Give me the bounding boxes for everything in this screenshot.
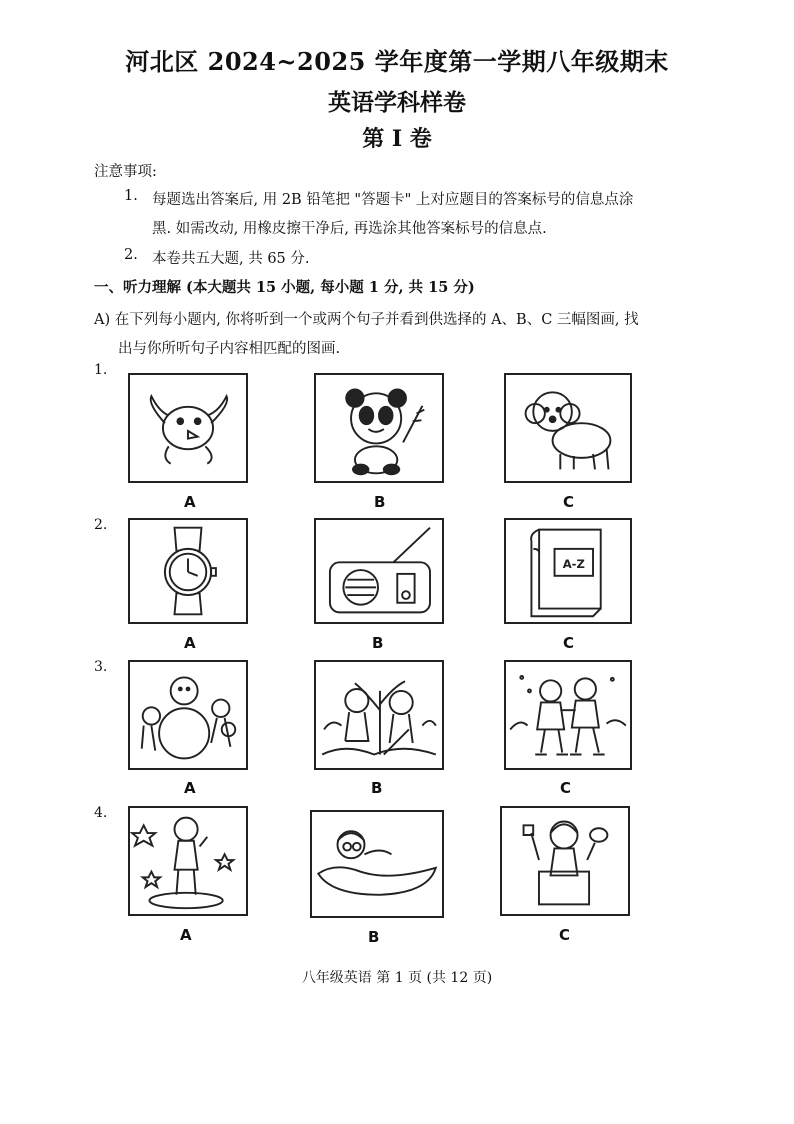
notice-item-1-line2: 黑. 如需改动, 用橡皮擦干净后, 再选涂其他答案标号的信息点. bbox=[152, 221, 547, 237]
page-footer: 八年级英语 第 1 页 (共 12 页) bbox=[301, 970, 493, 986]
option-label: A bbox=[184, 493, 196, 511]
question-number: 4. bbox=[94, 805, 108, 821]
option-label: C bbox=[563, 493, 575, 511]
option-image-radio[interactable] bbox=[314, 518, 444, 624]
dictionary-icon bbox=[506, 520, 630, 622]
ice-skating-kids-icon bbox=[506, 662, 630, 768]
option-label: C bbox=[559, 926, 571, 944]
notice-item-1-line1: 每题选出答案后, 用 2B 铅笔把 "答题卡" 上对应题目的答案标号的信息点涂 bbox=[152, 192, 634, 208]
option-image-dictionary[interactable] bbox=[504, 518, 632, 624]
option-label: A bbox=[184, 634, 196, 652]
dictionary-cover-text: A-Z bbox=[562, 557, 585, 572]
swimming-boy-icon bbox=[312, 812, 442, 916]
panda-icon bbox=[316, 375, 442, 481]
planting-tree-kids-icon bbox=[316, 662, 442, 768]
option-label: B bbox=[374, 493, 386, 511]
option-image-planting-tree[interactable] bbox=[314, 660, 444, 770]
option-image-snowman[interactable] bbox=[128, 660, 248, 770]
question-number: 1. bbox=[94, 362, 108, 378]
option-label: B bbox=[372, 634, 384, 652]
option-label: B bbox=[368, 928, 380, 946]
cooking-girl-icon bbox=[502, 808, 628, 914]
notice-item-2-line1: 本卷共五大题, 共 65 分. bbox=[152, 251, 310, 267]
option-image-watch[interactable] bbox=[128, 518, 248, 624]
option-label: C bbox=[560, 779, 572, 797]
exam-subtitle: 英语学科样卷 bbox=[328, 89, 466, 116]
option-image-swimming-boy[interactable] bbox=[310, 810, 444, 918]
option-image-singing-girl[interactable] bbox=[128, 806, 248, 916]
exam-title: 河北区 2024~2025 学年度第一学期八年级期末 bbox=[125, 47, 669, 76]
option-label: C bbox=[563, 634, 575, 652]
volume-title: 第 I 卷 bbox=[362, 126, 432, 152]
bird-icon bbox=[130, 375, 246, 481]
snowman-kids-icon bbox=[130, 662, 246, 768]
section-heading: 一、听力理解 (本大题共 15 小题, 每小题 1 分, 共 15 分) bbox=[94, 279, 475, 296]
option-image-panda[interactable] bbox=[314, 373, 444, 483]
part-a-instruction-line2: 出与你所听句子内容相匹配的图画. bbox=[118, 341, 341, 357]
option-image-cooking-girl[interactable] bbox=[500, 806, 630, 916]
option-label: A bbox=[180, 926, 192, 944]
option-image-ice-skating[interactable] bbox=[504, 660, 632, 770]
dog-icon bbox=[506, 375, 630, 481]
question-number: 3. bbox=[94, 659, 108, 675]
part-a-instruction-line1: A) 在下列每小题内, 你将听到一个或两个句子并看到供选择的 A、B、C 三幅图画, 找 bbox=[94, 312, 639, 328]
notice-heading: 注意事项: bbox=[94, 164, 157, 180]
option-label: A bbox=[184, 779, 196, 797]
notice-item-1-num: 1. bbox=[124, 188, 138, 204]
singing-girl-icon bbox=[130, 808, 246, 914]
radio-icon bbox=[316, 520, 442, 622]
option-image-dog[interactable] bbox=[504, 373, 632, 483]
notice-item-2-num: 2. bbox=[124, 247, 138, 263]
option-image-bird[interactable] bbox=[128, 373, 248, 483]
question-number: 2. bbox=[94, 517, 108, 533]
watch-icon bbox=[130, 520, 246, 622]
option-label: B bbox=[371, 779, 383, 797]
